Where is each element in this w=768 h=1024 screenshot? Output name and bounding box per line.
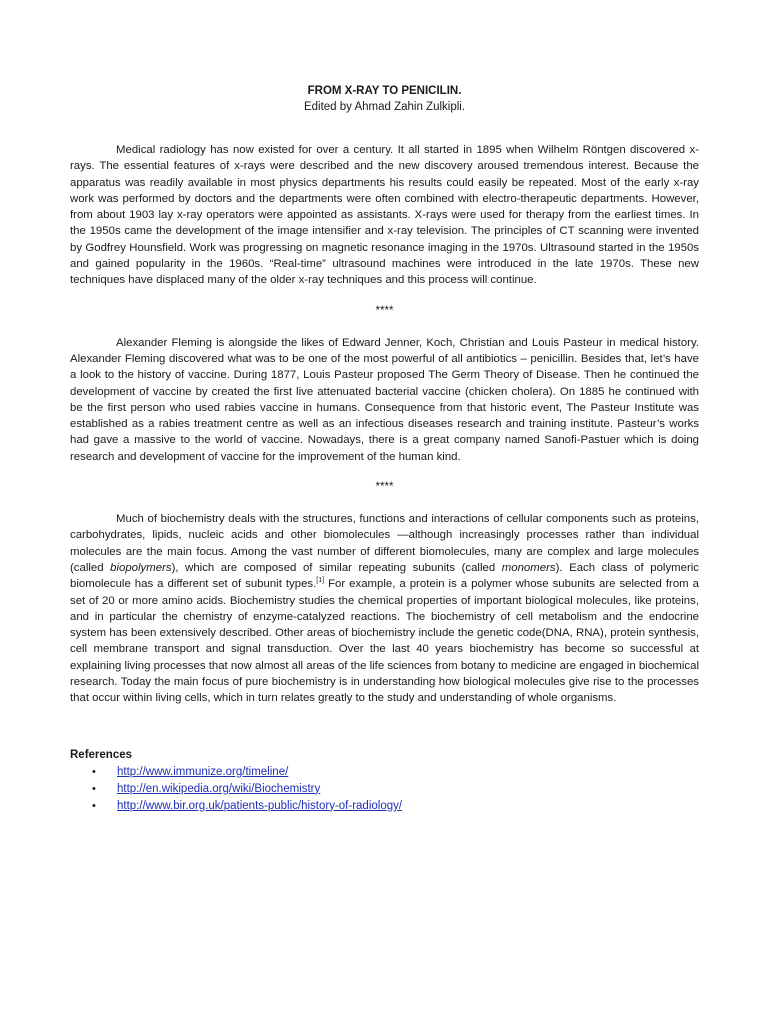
reference-item: [70, 764, 699, 781]
section-separator: ****: [375, 304, 394, 317]
reference-link-immunize[interactable]: http://www.immunize.org/timeline/: [117, 765, 289, 778]
citation-marker: [1]: [316, 577, 325, 585]
paragraph-radiology: Medical radiology has now existed for over a century. It all started in 1895 when Wilhelm Röntgen discovered x-rays. The essential features of x-rays were described and the new discovery aroused tremendous interest. Because the apparatus was readily available in most physics departments his results could easily be repeated. Most of the early x-ray work was performed by doctors and the departments were often combined with electro-therapeutic departments. However, from about 1903 lay x-ray operators were appointed as assistants. X-rays were used for therapy from the earliest times. In the 1950s came the development of the image intensifier and x-ray television. The principles of CT scanning were invented by Godfrey Hounsfield. Work was progressing on magnetic resonance imaging in the 1970s. Ultrasound started in the 1950s and gained popularity in the 1960s. “Real-time” ultrasound machines were introduced in the late 1970s. These new techniques have displaced many of the older x-ray techniques and this process will continue.: [70, 144, 699, 287]
reference-item: [70, 798, 699, 815]
section-separator: ****: [375, 481, 394, 494]
italic-term: biopolymers: [110, 561, 172, 574]
references-section: [70, 747, 699, 815]
bullet-icon: •: [92, 782, 96, 795]
document-title: FROM X-RAY TO PENICILIN.: [307, 85, 462, 97]
bullet-icon: •: [92, 799, 96, 812]
reference-item: [70, 781, 699, 798]
paragraph-biochemistry: [70, 511, 699, 707]
document-subtitle: Edited by Ahmad Zahin Zulkipli.: [303, 101, 466, 113]
paragraph-text: Much of biochemistry deals with the structures, functions and interactions of cellular components such as proteins, carbohydrates, lipids, nucleic acids and other biomolecules —although increasingly processes rather than individual molecules are the main focus. Among the vast number of different biomolecules, many are complex and large molecules (called: [70, 513, 699, 574]
document-page: [70, 83, 699, 815]
italic-term: monomers: [501, 561, 556, 574]
paragraph-text: ), which are composed of similar repeating subunits (called: [171, 561, 502, 574]
paragraph-vaccine: Alexander Fleming is alongside the likes of Edward Jenner, Koch, Christian and Louis Pasteur in medical history. Alexander Fleming discovered what was to be one of the most powerful of all antibiotics – penicillin. Besides that, let’s have a look to the history of vaccine. During 1877, Louis Pasteur proposed The Germ Theory of Disease. Then he continued the development of vaccine by created the first live attenuated bacterial vaccine (chicken cholera). On 1885 he continued with be the first person who used rabies vaccine in humans. Consequence from that historic event, The Pasteur Institute was established as a rabies treatment centre as well as an infectious diseases research and training institute. Pasteur’s works had gave a massive to the world of vaccine. Nowadays, there is a great company named Sanofi-Pastuer which is doing research and development of vaccine for the improvement of the human kind.: [70, 336, 699, 463]
references-heading: References: [70, 748, 133, 761]
reference-link-wikipedia[interactable]: http://en.wikipedia.org/wiki/Biochemistry: [117, 782, 321, 795]
bullet-icon: •: [92, 765, 96, 778]
reference-link-bir[interactable]: http://www.bir.org.uk/patients-public/history-of-radiology/: [117, 799, 403, 812]
references-list: [70, 764, 699, 815]
paragraph-text: For example, a protein is a polymer whose subunits are selected from a set of 20 or more amino acids. Biochemistry studies the chemical properties of important biological molecules, like proteins, and in particular the chemistry of enzyme-catalyzed reactions. The biochemistry of cell metabolism and the endocrine system has been extensively described. Other areas of biochemistry include the genetic code(DNA, RNA), protein synthesis, cell membrane transport and signal transduction. Over the last 40 years biochemistry has become so successful at explaining living processes that now almost all areas of the life sciences from botany to medicine are engaged in biochemical research. Today the main focus of pure biochemistry is in understanding how biological molecules give rise to the processes that occur within living cells, which in turn relates greatly to the study and understanding of whole organisms.: [70, 578, 700, 705]
paragraph-text: ). Each class of polymeric biomolecule has a different set of subunit types.: [70, 561, 699, 591]
